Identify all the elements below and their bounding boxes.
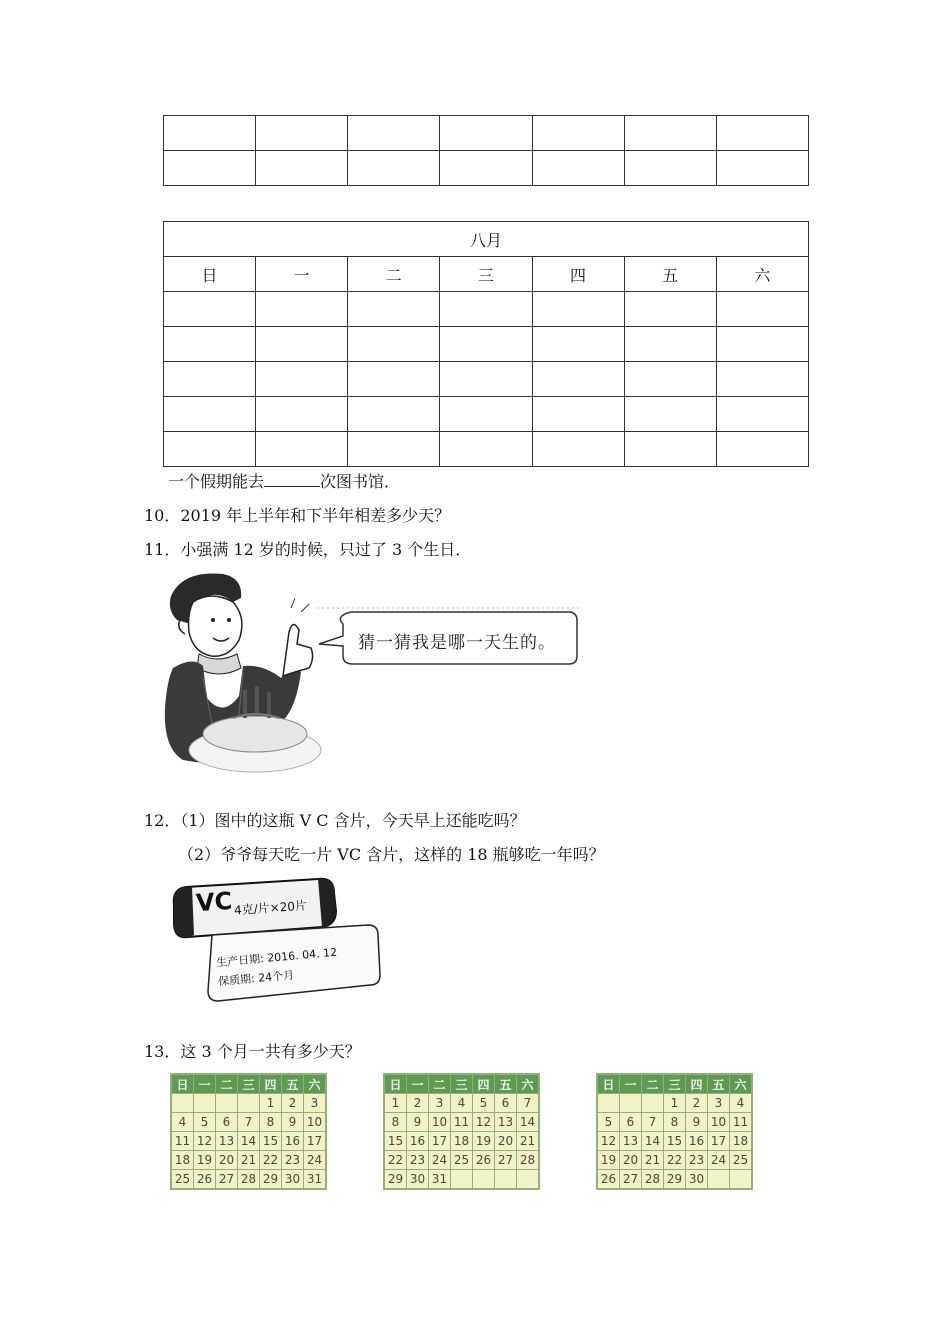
question-text: 小强满 12 岁的时候，只过了 3 个生日． <box>180 540 472 559</box>
calendar-weekday: 日 <box>597 1074 620 1094</box>
calendar-day: 13 <box>495 1113 517 1132</box>
calendar-day: 15 <box>384 1132 407 1151</box>
calendar-day: 10 <box>708 1113 730 1132</box>
calendar-day: 23 <box>407 1151 429 1170</box>
calendar-day: 30 <box>282 1170 304 1190</box>
date-cell[interactable] <box>624 397 716 432</box>
calendar-day: 26 <box>597 1170 620 1190</box>
calendar-day: 16 <box>686 1132 708 1151</box>
date-cell[interactable] <box>624 292 716 327</box>
calendar-day: 28 <box>517 1151 540 1170</box>
calendar-day: 22 <box>384 1151 407 1170</box>
calendar-day: 9 <box>686 1113 708 1132</box>
calendar-day: 10 <box>304 1113 327 1132</box>
q9-text-before: 一个假期能去 <box>168 472 265 491</box>
calendar-weekday: 五 <box>282 1074 304 1094</box>
calendar-day: 4 <box>730 1094 753 1113</box>
vc-bottle-illustration <box>168 875 382 1005</box>
weekday-row <box>164 257 809 292</box>
calendar-day: 14 <box>238 1132 260 1151</box>
question-number: 10． <box>144 506 181 525</box>
date-cell[interactable] <box>348 292 440 327</box>
calendar-day: 17 <box>708 1132 730 1151</box>
date-cell[interactable] <box>164 292 256 327</box>
calendar-day: 27 <box>216 1170 238 1190</box>
weekday-cell: 五 <box>624 257 716 292</box>
calendar-day: 1 <box>260 1094 282 1113</box>
boy-with-cake-image <box>163 568 583 792</box>
calendar-day <box>495 1170 517 1190</box>
calendar-day: 31 <box>429 1170 451 1190</box>
calendar-weekday: 五 <box>495 1074 517 1094</box>
question-number: 11． <box>144 540 181 559</box>
calendar-day: 21 <box>642 1151 664 1170</box>
calendar-day: 5 <box>194 1113 216 1132</box>
calendar-day: 1 <box>664 1094 686 1113</box>
calendar-weekday: 六 <box>517 1074 540 1094</box>
calendar-day: 21 <box>238 1151 260 1170</box>
calendar-day: 8 <box>664 1113 686 1132</box>
calendar-day: 25 <box>451 1151 473 1170</box>
date-cell[interactable] <box>440 397 532 432</box>
calendar-day <box>620 1094 642 1113</box>
calendar-day: 2 <box>686 1094 708 1113</box>
calendar-day <box>171 1094 194 1113</box>
calendar-week-row <box>171 1094 326 1113</box>
calendar-weekday-row <box>384 1074 539 1094</box>
empty-cell[interactable] <box>532 151 624 186</box>
calendar-day: 18 <box>451 1132 473 1151</box>
calendar-day: 18 <box>730 1132 753 1151</box>
calendar-day: 2 <box>407 1094 429 1113</box>
calendar-day: 15 <box>664 1132 686 1151</box>
calendar-day: 22 <box>664 1151 686 1170</box>
calendar-day: 23 <box>282 1151 304 1170</box>
calendar-weekday: 六 <box>304 1074 327 1094</box>
weekday-cell: 四 <box>532 257 624 292</box>
calendar-day: 7 <box>517 1094 540 1113</box>
date-cell[interactable] <box>348 327 440 362</box>
calendar-day: 11 <box>451 1113 473 1132</box>
calendar-day: 15 <box>260 1132 282 1151</box>
top-empty-table <box>163 115 809 186</box>
weekday-cell: 二 <box>348 257 440 292</box>
calendar-day: 6 <box>620 1113 642 1132</box>
calendar-day <box>451 1170 473 1190</box>
calendar-day: 25 <box>730 1151 753 1170</box>
calendar-day <box>238 1094 260 1113</box>
weekday-cell: 一 <box>256 257 348 292</box>
empty-table-row <box>164 151 809 186</box>
calendar-day: 30 <box>686 1170 708 1190</box>
weekday-cell: 三 <box>440 257 532 292</box>
calendar-day <box>730 1170 753 1190</box>
calendar-day: 10 <box>429 1113 451 1132</box>
weekday-cell: 六 <box>716 257 808 292</box>
shelf-life: 保质期: 24个月 <box>217 968 295 989</box>
date-cell[interactable] <box>164 397 256 432</box>
calendar-day <box>473 1170 495 1190</box>
date-cell[interactable] <box>256 432 348 467</box>
calendar-day: 27 <box>620 1170 642 1190</box>
calendar-week-row <box>597 1113 752 1132</box>
calendar-day: 6 <box>216 1113 238 1132</box>
calendar-day: 31 <box>304 1170 327 1190</box>
date-cell[interactable] <box>348 362 440 397</box>
calendar-day: 8 <box>260 1113 282 1132</box>
date-cell[interactable] <box>624 327 716 362</box>
calendar-day: 3 <box>304 1094 327 1113</box>
calendar-weekday: 一 <box>620 1074 642 1094</box>
calendar-weekday: 四 <box>686 1074 708 1094</box>
calendar-day <box>597 1094 620 1113</box>
question-11 <box>144 537 471 560</box>
calendar-day: 4 <box>171 1113 194 1132</box>
calendar-week-row <box>384 1170 539 1190</box>
empty-cell[interactable] <box>440 151 532 186</box>
calendar-day: 29 <box>384 1170 407 1190</box>
calendar-day: 19 <box>597 1151 620 1170</box>
calendar-weekday: 二 <box>216 1074 238 1094</box>
calendar-day: 28 <box>642 1170 664 1190</box>
empty-cell[interactable] <box>716 151 808 186</box>
calendar-day: 9 <box>407 1113 429 1132</box>
calendar-day: 30 <box>407 1170 429 1190</box>
calendar-weekday-row <box>171 1074 326 1094</box>
calendar-day: 12 <box>597 1132 620 1151</box>
calendar-day <box>642 1094 664 1113</box>
q9-fill-in-line <box>168 469 400 492</box>
empty-cell[interactable] <box>440 116 532 151</box>
date-cell[interactable] <box>440 327 532 362</box>
date-cell[interactable] <box>256 292 348 327</box>
august-title: 八月 <box>164 222 809 257</box>
calendar-week-row <box>384 1132 539 1151</box>
calendar-week-row <box>171 1132 326 1151</box>
calendar-day <box>216 1094 238 1113</box>
calendar-day: 26 <box>194 1170 216 1190</box>
date-cell[interactable] <box>716 292 808 327</box>
date-cell[interactable] <box>440 362 532 397</box>
calendar-day: 29 <box>260 1170 282 1190</box>
calendar-week-row <box>597 1132 752 1151</box>
calendar-day: 29 <box>664 1170 686 1190</box>
question-number: 13． <box>144 1042 181 1061</box>
calendar-day: 19 <box>194 1151 216 1170</box>
calendar-day: 23 <box>686 1151 708 1170</box>
calendar-day <box>517 1170 540 1190</box>
calendar-month-2 <box>383 1073 540 1190</box>
calendar-date-row <box>164 397 809 432</box>
calendar-day <box>194 1094 216 1113</box>
boy-birthday-illustration <box>163 568 583 792</box>
empty-cell[interactable] <box>164 116 256 151</box>
calendar-week-row <box>384 1094 539 1113</box>
date-cell[interactable] <box>440 432 532 467</box>
calendar-day: 6 <box>495 1094 517 1113</box>
calendar-day: 24 <box>708 1151 730 1170</box>
calendar-weekday: 二 <box>642 1074 664 1094</box>
speech-bubble-text: 猜一猜我是哪一天生的。 <box>358 633 556 653</box>
calendar-day: 11 <box>171 1132 194 1151</box>
calendar-weekday: 日 <box>171 1074 194 1094</box>
calendar-day: 8 <box>384 1113 407 1132</box>
date-cell[interactable] <box>532 292 624 327</box>
calendar-day: 13 <box>216 1132 238 1151</box>
empty-cell[interactable] <box>532 116 624 151</box>
question-number: 12． <box>144 811 181 830</box>
calendar-day: 14 <box>517 1113 540 1132</box>
calendar-weekday: 五 <box>708 1074 730 1094</box>
q9-text-after: 次图书馆． <box>320 472 401 491</box>
question-text: 这 3 个月一共有多少天？ <box>180 1042 361 1061</box>
calendar-day: 20 <box>495 1132 517 1151</box>
calendar-day: 22 <box>260 1151 282 1170</box>
date-cell[interactable] <box>532 397 624 432</box>
empty-table-row <box>164 116 809 151</box>
calendar-day: 5 <box>473 1094 495 1113</box>
empty-cell[interactable] <box>256 151 348 186</box>
question-10 <box>144 503 450 526</box>
calendar-day: 17 <box>304 1132 327 1151</box>
calendar-month-1 <box>170 1073 327 1190</box>
calendar-weekday: 一 <box>194 1074 216 1094</box>
calendar-day: 9 <box>282 1113 304 1132</box>
calendar-day: 21 <box>517 1132 540 1151</box>
calendar-day: 24 <box>304 1151 327 1170</box>
calendar-day: 16 <box>407 1132 429 1151</box>
calendar-day: 27 <box>495 1151 517 1170</box>
question-12-part2: （2）爷爷每天吃一片 VC 含片，这样的 18 瓶够吃一年吗？ <box>178 845 605 864</box>
calendar-day: 17 <box>429 1132 451 1151</box>
date-cell[interactable] <box>532 432 624 467</box>
calendar-week-row <box>171 1170 326 1190</box>
calendar-date-row <box>164 292 809 327</box>
date-cell[interactable] <box>716 327 808 362</box>
calendar-week-row <box>597 1094 752 1113</box>
calendar-day: 2 <box>282 1094 304 1113</box>
calendar-day: 20 <box>216 1151 238 1170</box>
calendar-day: 3 <box>429 1094 451 1113</box>
calendar-weekday: 日 <box>384 1074 407 1094</box>
date-cell[interactable] <box>164 362 256 397</box>
weekday-cell: 日 <box>164 257 256 292</box>
calendar-date-row <box>164 327 809 362</box>
empty-cell[interactable] <box>716 116 808 151</box>
calendar-weekday: 二 <box>429 1074 451 1094</box>
calendar-weekday: 一 <box>407 1074 429 1094</box>
calendar-week-row <box>171 1113 326 1132</box>
question-13 <box>144 1039 361 1062</box>
date-cell[interactable] <box>256 397 348 432</box>
date-cell[interactable] <box>532 327 624 362</box>
calendar-date-row <box>164 432 809 467</box>
calendar-day: 7 <box>238 1113 260 1132</box>
calendar-weekday: 四 <box>260 1074 282 1094</box>
calendar-day: 26 <box>473 1151 495 1170</box>
question-12 <box>144 808 526 831</box>
date-cell[interactable] <box>256 327 348 362</box>
date-cell[interactable] <box>440 292 532 327</box>
calendar-day: 3 <box>708 1094 730 1113</box>
calendar-day: 5 <box>597 1113 620 1132</box>
empty-cell[interactable] <box>256 116 348 151</box>
calendar-day: 7 <box>642 1113 664 1132</box>
date-cell[interactable] <box>716 362 808 397</box>
calendar-day: 18 <box>171 1151 194 1170</box>
calendar-month-3 <box>596 1073 753 1190</box>
calendar-week-row <box>384 1151 539 1170</box>
calendar-day: 14 <box>642 1132 664 1151</box>
calendar-day: 25 <box>171 1170 194 1190</box>
date-cell[interactable] <box>532 362 624 397</box>
calendar-day: 11 <box>730 1113 753 1132</box>
calendar-day: 16 <box>282 1132 304 1151</box>
calendar-weekday: 三 <box>664 1074 686 1094</box>
date-cell[interactable] <box>716 432 808 467</box>
bottle-spec: 4克/片×20片 <box>233 898 308 918</box>
date-cell[interactable] <box>624 362 716 397</box>
empty-cell[interactable] <box>348 151 440 186</box>
q9-answer-blank[interactable] <box>264 472 320 487</box>
calendar-week-row <box>171 1151 326 1170</box>
calendar-day: 12 <box>194 1132 216 1151</box>
date-cell[interactable] <box>716 397 808 432</box>
calendar-date-row <box>164 362 809 397</box>
question-12-part1: （1）图中的这瓶 V C 含片，今天早上还能吃吗？ <box>180 811 526 830</box>
bottle-brand: VC <box>195 886 234 918</box>
empty-cell[interactable] <box>348 116 440 151</box>
calendar-weekday: 三 <box>451 1074 473 1094</box>
date-cell[interactable] <box>624 432 716 467</box>
calendar-day: 24 <box>429 1151 451 1170</box>
calendar-weekday: 六 <box>730 1074 753 1094</box>
question-text: 2019 年上半年和下半年相差多少天？ <box>180 506 451 525</box>
calendar-day: 20 <box>620 1151 642 1170</box>
calendar-weekday: 四 <box>473 1074 495 1094</box>
calendar-day: 13 <box>620 1132 642 1151</box>
calendar-day <box>708 1170 730 1190</box>
date-cell[interactable] <box>256 362 348 397</box>
calendar-day: 1 <box>384 1094 407 1113</box>
date-cell[interactable] <box>164 432 256 467</box>
calendar-week-row <box>384 1113 539 1132</box>
calendar-day: 4 <box>451 1094 473 1113</box>
calendar-day: 28 <box>238 1170 260 1190</box>
empty-cell[interactable] <box>624 151 716 186</box>
calendar-week-row <box>597 1151 752 1170</box>
production-date: 生产日期: 2016. 04. 12 <box>215 945 338 970</box>
calendar-weekday-row <box>597 1074 752 1094</box>
empty-cell[interactable] <box>624 116 716 151</box>
august-calendar-table <box>163 221 809 467</box>
date-cell[interactable] <box>348 432 440 467</box>
empty-cell[interactable] <box>164 151 256 186</box>
calendar-day: 19 <box>473 1132 495 1151</box>
date-cell[interactable] <box>348 397 440 432</box>
calendar-weekday: 三 <box>238 1074 260 1094</box>
calendar-week-row <box>597 1170 752 1190</box>
calendar-day: 12 <box>473 1113 495 1132</box>
date-cell[interactable] <box>164 327 256 362</box>
